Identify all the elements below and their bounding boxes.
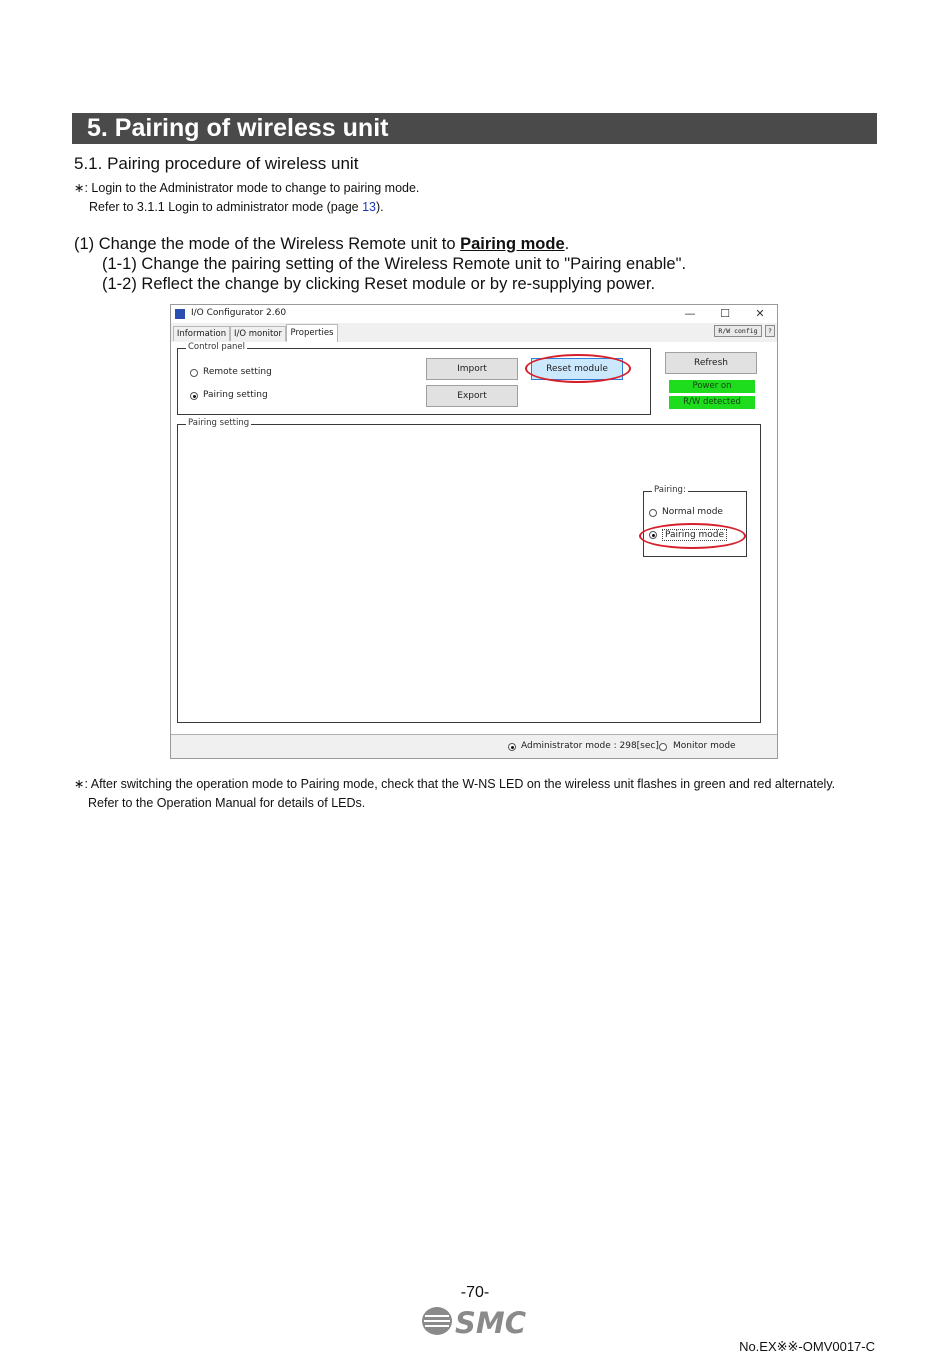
pairing-setting-group-label: Pairing setting — [188, 418, 250, 428]
window-titlebar — [171, 305, 777, 323]
control-panel-group — [177, 342, 651, 415]
normal-mode-radio[interactable] — [649, 509, 657, 517]
section-header-bar — [72, 113, 877, 144]
section-title: 5. Pairing of wireless unit — [87, 114, 389, 142]
app-icon — [175, 309, 185, 319]
subsection-title: 5.1. Pairing procedure of wireless unit — [74, 154, 359, 173]
admin-mode-radio[interactable] — [508, 743, 516, 751]
export-button[interactable]: Export — [426, 385, 518, 407]
maximize-icon[interactable]: ☐ — [720, 307, 730, 320]
page-number: -70- — [460, 1284, 490, 1301]
help-button[interactable]: ? — [765, 325, 775, 337]
note-manual-line: Refer to the Operation Manual for details of LEDs. — [88, 796, 366, 810]
reset-module-button[interactable]: Reset module — [531, 358, 623, 380]
pairing-setting-group — [177, 418, 761, 723]
properties-panel — [171, 342, 777, 734]
remote-setting-radio[interactable] — [190, 369, 198, 377]
document-number: No.EX※※-OMV0017-C — [739, 1339, 875, 1354]
pairing-setting-radio[interactable] — [190, 392, 198, 400]
power-on-indicator: Power on — [669, 380, 755, 393]
reset-module-highlight — [525, 354, 631, 383]
step-1-emphasis: Pairing mode — [460, 235, 565, 253]
note-led-line: ∗: After switching the operation mode to Pairing mode, check that the W-NS LED on the wireless unit flashes in green and red alternately. — [74, 777, 836, 791]
step-1-prefix: (1) Change the mode of the Wireless Remote unit to — [74, 235, 461, 253]
pairing-mode-label: Pairing mode — [662, 529, 727, 541]
step-1-suffix: . — [564, 235, 570, 253]
pairing-mode-highlight — [639, 523, 746, 549]
logo-text: SMC — [455, 1306, 527, 1338]
control-panel-label: Control panel — [188, 342, 246, 352]
monitor-mode-radio[interactable] — [659, 743, 667, 751]
smc-logo — [420, 1304, 530, 1338]
normal-mode-label: Normal mode — [662, 507, 723, 517]
tab-io-monitor[interactable]: I/O monitor — [230, 326, 286, 341]
pairing-group — [643, 485, 747, 557]
pairing-setting-label: Pairing setting — [203, 390, 268, 400]
rw-detected-indicator: R/W detected — [669, 396, 755, 409]
window-title: I/O Configurator 2.60 — [191, 308, 287, 318]
rw-config-button[interactable]: R/W config — [714, 325, 762, 337]
monitor-mode-label: Monitor mode — [673, 741, 736, 751]
refresh-button[interactable]: Refresh — [665, 352, 757, 374]
note-refer-prefix: Refer to 3.1.1 Login to administrator mode (page — [89, 200, 363, 214]
tab-properties[interactable]: Properties — [286, 324, 338, 342]
pairing-group-label: Pairing: — [654, 485, 686, 495]
step-1-2: (1-2) Reflect the change by clicking Reset module or by re-supplying power. — [102, 275, 656, 293]
step-1-1: (1-1) Change the pairing setting of the Wireless Remote unit to "Pairing enable". — [102, 255, 687, 273]
page-link[interactable]: 13 — [362, 200, 376, 214]
remote-setting-label: Remote setting — [203, 367, 272, 377]
tab-information[interactable]: Information — [173, 326, 230, 341]
note-refer-line — [89, 200, 384, 214]
configurator-window — [170, 304, 778, 759]
note-login-line: ∗: Login to the Administrator mode to change to pairing mode. — [74, 181, 420, 195]
status-bar — [171, 734, 777, 758]
close-icon[interactable]: ✕ — [755, 307, 765, 320]
tab-strip — [171, 323, 777, 343]
admin-mode-label: Administrator mode : 298[sec] — [521, 741, 659, 751]
minimize-icon[interactable]: — — [684, 307, 696, 320]
note-refer-suffix: ). — [375, 200, 384, 214]
import-button[interactable]: Import — [426, 358, 518, 380]
step-1 — [74, 235, 569, 254]
